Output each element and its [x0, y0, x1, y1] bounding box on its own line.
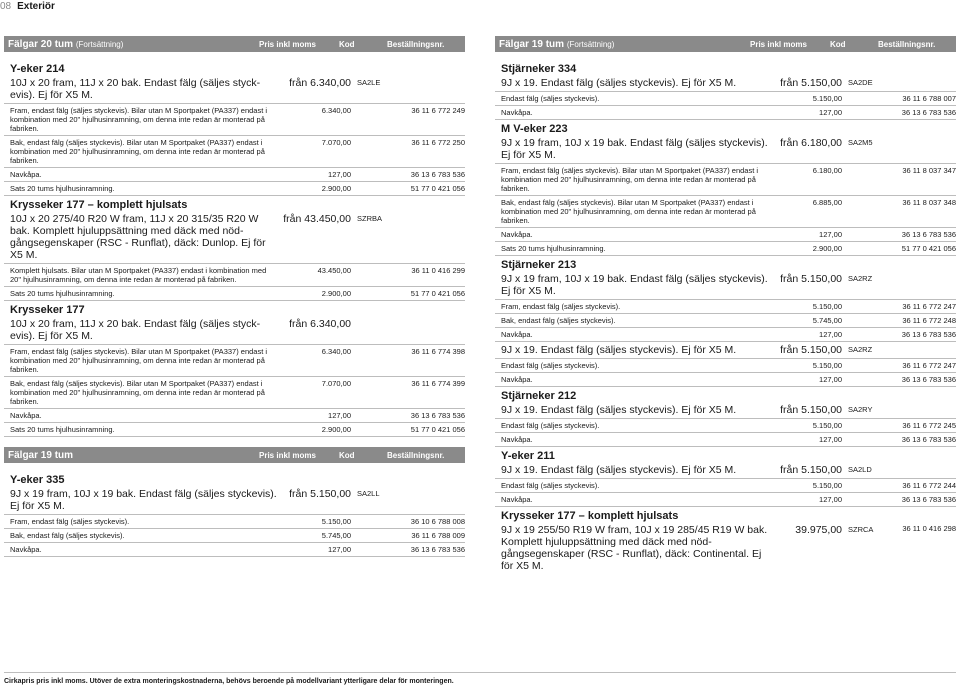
- row-order-number: 36 11 6 774 399: [411, 379, 465, 388]
- row-order-number: 36 11 8 037 348: [902, 198, 956, 207]
- row-price: 2.900,00: [321, 425, 351, 434]
- row-price: 7.070,00: [321, 379, 351, 388]
- table-row: [495, 493, 956, 507]
- table-row: [4, 529, 465, 543]
- section-header-band: [495, 36, 956, 52]
- row-code: SA2RZ: [848, 345, 873, 354]
- wheel-model-title: Y-eker 214: [10, 63, 65, 75]
- row-description: Navkåpa.: [501, 375, 533, 384]
- row-code: SA2LD: [848, 465, 872, 474]
- row-order-number: 36 11 6 772 249: [411, 106, 465, 115]
- row-order-number: 51 77 0 421 056: [901, 244, 956, 253]
- row-description: Endast fälg (säljes styckevis).: [501, 481, 600, 490]
- row-price: från 5.150,00: [780, 77, 842, 89]
- row-description: 9J x 19. Endast fälg (säljes styckevis). Ej för X5 M.: [501, 404, 737, 416]
- row-order-number: 36 11 6 788 009: [411, 531, 465, 540]
- row-price: 5.745,00: [812, 316, 842, 325]
- row-price: 2.900,00: [812, 244, 842, 253]
- row-price: från 43.450,00: [283, 213, 351, 225]
- row-price: från 6.340,00: [289, 77, 351, 89]
- row-price: 6.180,00: [812, 166, 842, 175]
- row-order-number: 36 11 6 772 247: [902, 302, 956, 311]
- table-row: [495, 164, 956, 196]
- row-price: 7.070,00: [321, 138, 351, 147]
- row-price: 5.150,00: [321, 517, 351, 526]
- row-description: Navkåpa.: [10, 545, 42, 554]
- page-title: Exteriör: [17, 1, 55, 12]
- row-price: från 5.150,00: [780, 464, 842, 476]
- row-code: SA2DE: [848, 78, 873, 87]
- row-description: 9J x 19 fram, 10J x 19 bak. Endast fälg (säljes styckevis). Ej för X5 M.: [501, 273, 768, 297]
- row-order-number: 36 13 6 783 536: [901, 230, 956, 239]
- code-column-header: Kod: [830, 39, 846, 49]
- row-price: 6.885,00: [812, 198, 842, 207]
- row-description: Navkåpa.: [501, 330, 533, 339]
- row-description: Komplett hjulsats. Bilar utan M Sportpaket (PA337) endast i kombination med 20" hjulhusinramning, om denna inte redan är monterad på fabriken.: [10, 266, 267, 284]
- section-header-band: [4, 447, 465, 463]
- row-description: Endast fälg (säljes styckevis).: [501, 421, 600, 430]
- wheel-model-title: Stjärneker 213: [501, 259, 577, 271]
- row-code: SA2RY: [848, 405, 873, 414]
- row-description: Navkåpa.: [501, 230, 533, 239]
- wheel-model-title: Krysseker 177 – komplett hjulsats: [501, 510, 679, 522]
- row-price: 127,00: [328, 411, 351, 420]
- row-description: 9J x 19. Endast fälg (säljes styckevis). Ej för X5 M.: [501, 464, 737, 476]
- row-order-number: 36 10 6 788 008: [410, 517, 465, 526]
- row-order-number: 36 11 0 416 298: [902, 524, 956, 533]
- row-description: 9J x 19. Endast fälg (säljes styckevis). Ej för X5 M.: [501, 344, 737, 356]
- wheel-model-title: Stjärneker 334: [501, 63, 577, 75]
- row-price: från 6.180,00: [780, 137, 842, 149]
- row-description: Bak, endast fälg (säljes styckevis). Bilar utan M Sportpaket (PA337) endast i kombination med 20" hjulhusinramning, om denna inte redan är monterad på fabriken.: [10, 379, 265, 406]
- row-price: från 6.340,00: [289, 318, 351, 330]
- table-row: [4, 264, 465, 287]
- wheel-model-title: Y-eker 211: [501, 450, 555, 462]
- row-code: SZRCA: [848, 525, 874, 534]
- row-order-number: 36 11 6 772 244: [902, 481, 956, 490]
- price-column-header: Pris inkl moms: [259, 39, 316, 49]
- row-price: 127,00: [819, 495, 842, 504]
- row-order-number: 36 13 6 783 536: [410, 411, 465, 420]
- price-column-header: Pris inkl moms: [259, 450, 316, 460]
- row-description: Navkåpa.: [10, 411, 42, 420]
- table-row: [4, 515, 465, 529]
- row-price: 5.150,00: [812, 302, 842, 311]
- table-row: [495, 300, 956, 314]
- section-title: [8, 39, 259, 50]
- row-description: Navkåpa.: [501, 435, 533, 444]
- row-description: 9J x 19 fram, 10J x 19 bak. Endast fälg (säljes styckevis). Ej för X5 M.: [10, 488, 277, 512]
- row-price: 127,00: [819, 435, 842, 444]
- row-order-number: 36 11 8 037 347: [902, 166, 956, 175]
- table-row: [495, 106, 956, 120]
- table-row: [4, 287, 465, 301]
- order-column-header: Beställningsnr.: [878, 39, 936, 49]
- section-title-text: Fälgar 19 tum: [499, 38, 565, 50]
- table-row: [495, 433, 956, 447]
- table-row: [495, 271, 956, 300]
- code-column-header: Kod: [339, 450, 355, 460]
- row-price: 2.900,00: [321, 289, 351, 298]
- row-description: Fram, endast fälg (säljes styckevis).: [501, 302, 621, 311]
- table-row: [495, 479, 956, 493]
- section-gap: [4, 437, 465, 447]
- order-column-header: Beställningsnr.: [387, 450, 445, 460]
- row-order-number: 51 77 0 421 056: [410, 425, 465, 434]
- price-column-header: Pris inkl moms: [750, 39, 807, 49]
- row-price: 127,00: [328, 545, 351, 554]
- table-row: [4, 423, 465, 437]
- table-row: [4, 316, 465, 345]
- row-description: Fram, endast fälg (säljes styckevis). Bilar utan M Sportpaket (PA337) endast i kombination med 20" hjulhusinramning, om denna inte redan är monterad på fabriken.: [501, 166, 759, 193]
- row-price: 5.150,00: [812, 361, 842, 370]
- row-price: från 5.150,00: [780, 273, 842, 285]
- code-column-header: Kod: [339, 39, 355, 49]
- table-row: [495, 314, 956, 328]
- table-row: [495, 373, 956, 387]
- row-code: SZRBA: [357, 214, 383, 223]
- row-description: 9J x 19 fram, 10J x 19 bak. Endast fälg (säljes styckevis). Ej för X5 M.: [501, 137, 768, 161]
- wheel-model-title: Krysseker 177: [10, 304, 85, 316]
- table-row: [4, 409, 465, 423]
- table-row: [495, 328, 956, 342]
- row-description: Fram, endast fälg (säljes styckevis). Bilar utan M Sportpaket (PA337) endast i kombination med 20" hjulhusinramning, om denna inte redan är monterad på fabriken.: [10, 106, 268, 133]
- section-subtitle: (Fortsättning): [75, 39, 124, 49]
- row-description: 9J x 19 255/50 R19 W fram, 10J x 19 285/45 R19 W bak. Komplett hjuluppsättning med däck med nödgångsegenskaper (RSC - Runflat), däck: Continental. Ej för X5 M.: [501, 524, 768, 572]
- row-code: SA2LL: [357, 489, 380, 498]
- wheel-model-title: M V-eker 223: [501, 123, 568, 135]
- table-row: [495, 196, 956, 228]
- row-price: 6.340,00: [321, 347, 351, 356]
- row-price: 43.450,00: [317, 266, 351, 275]
- row-price: 127,00: [819, 330, 842, 339]
- page-number: 08: [0, 1, 12, 12]
- row-price: 5.745,00: [321, 531, 351, 540]
- row-description: Fram, endast fälg (säljes styckevis). Bilar utan M Sportpaket (PA337) endast i kombination med 20" hjulhusinramning, om denna inte redan är monterad på fabriken.: [10, 347, 268, 374]
- row-order-number: 36 13 6 783 536: [901, 435, 956, 444]
- order-column-header: Beställningsnr.: [387, 39, 445, 49]
- row-description: Navkåpa.: [501, 108, 533, 117]
- row-description: Navkåpa.: [501, 495, 533, 504]
- row-description: Endast fälg (säljes styckevis).: [501, 361, 600, 370]
- wheel-model-title: Krysseker 177 – komplett hjulsats: [10, 199, 188, 211]
- table-row: [495, 92, 956, 106]
- row-description: Bak, endast fälg (säljes styckevis).: [10, 531, 125, 540]
- row-order-number: 36 11 6 772 245: [902, 421, 956, 430]
- section-header-band: [4, 36, 465, 52]
- row-description: Bak, endast fälg (säljes styckevis). Bilar utan M Sportpaket (PA337) endast i kombination med 20" hjulhusinramning, om denna inte redan är monterad på fabriken.: [10, 138, 265, 165]
- table-row: [4, 168, 465, 182]
- row-price: 5.150,00: [812, 94, 842, 103]
- table-row: [495, 402, 956, 419]
- table-row: [4, 182, 465, 196]
- table-row: [495, 462, 956, 479]
- row-order-number: 36 13 6 783 536: [901, 108, 956, 117]
- wheel-model-title: Y-eker 335: [10, 474, 65, 486]
- row-description: Sats 20 tums hjulhusinramning.: [10, 425, 115, 434]
- table-row: [495, 135, 956, 164]
- row-description: Endast fälg (säljes styckevis).: [501, 94, 600, 103]
- row-price: 6.340,00: [321, 106, 351, 115]
- footer-divider: [4, 672, 956, 673]
- table-row: [4, 104, 465, 136]
- row-price: från 5.150,00: [289, 488, 351, 500]
- table-row: [495, 522, 956, 574]
- row-price: 39.975,00: [795, 524, 842, 536]
- row-order-number: 36 11 6 772 250: [411, 138, 465, 147]
- row-description: Sats 20 tums hjulhusinramning.: [501, 244, 606, 253]
- page-header: [0, 0, 55, 14]
- table-row: [4, 211, 465, 264]
- footer-note: Cirkapris pris inkl moms. Utöver de extra monteringskostnaderna, behövs beroende på modellvariant ytterligare delar för monteringen.: [4, 678, 454, 685]
- row-price: 2.900,00: [321, 184, 351, 193]
- section-title: [499, 39, 750, 50]
- row-description: Bak, endast fälg (säljes styckevis). Bilar utan M Sportpaket (PA337) endast i kombination med 20" hjulhusinramning, om denna inte redan är monterad på fabriken.: [501, 198, 756, 225]
- row-order-number: 36 11 0 416 299: [411, 266, 465, 275]
- row-price: 5.150,00: [812, 481, 842, 490]
- row-description: Sats 20 tums hjulhusinramning.: [10, 184, 115, 193]
- row-code: SA2RZ: [848, 274, 873, 283]
- row-description: 10J x 20 275/40 R20 W fram, 11J x 20 315/35 R20 W bak. Komplett hjuluppsättning med däck med nödgångsegenskaper (RSC - Runflat), däck: Dunlop. Ej för X5 M.: [10, 213, 266, 261]
- row-price: 127,00: [819, 108, 842, 117]
- right-column: [495, 36, 956, 574]
- table-row: [4, 136, 465, 168]
- row-description: Navkåpa.: [10, 170, 42, 179]
- table-row: [4, 377, 465, 409]
- row-order-number: 36 13 6 783 536: [410, 170, 465, 179]
- table-row: [4, 486, 465, 515]
- table-row: [495, 75, 956, 92]
- row-order-number: 36 11 6 772 248: [902, 316, 956, 325]
- table-row: [495, 342, 956, 359]
- section-subtitle: (Fortsättning): [566, 39, 615, 49]
- row-order-number: 51 77 0 421 056: [410, 289, 465, 298]
- row-order-number: 36 11 6 774 398: [411, 347, 465, 356]
- row-code: SA2M5: [848, 138, 873, 147]
- row-description: 10J x 20 fram, 11J x 20 bak. Endast fälg (säljes styckevis). Ej för X5 M.: [10, 318, 261, 342]
- table-row: [495, 359, 956, 373]
- section-title-text: Fälgar 19 tum: [8, 449, 74, 461]
- row-description: Bak, endast fälg (säljes styckevis).: [501, 316, 616, 325]
- row-description: 10J x 20 fram, 11J x 20 bak. Endast fälg (säljes styckevis). Ej för X5 M.: [10, 77, 261, 101]
- row-code: SA2LE: [357, 78, 381, 87]
- left-column: [4, 36, 465, 557]
- row-price: 127,00: [328, 170, 351, 179]
- row-price: 127,00: [819, 375, 842, 384]
- row-order-number: 36 11 6 788 007: [902, 94, 956, 103]
- table-row: [4, 543, 465, 557]
- row-order-number: 36 13 6 783 536: [901, 330, 956, 339]
- row-price: 5.150,00: [812, 421, 842, 430]
- section-title-text: Fälgar 20 tum: [8, 38, 74, 50]
- table-row: [495, 228, 956, 242]
- row-order-number: 36 13 6 783 536: [410, 545, 465, 554]
- row-description: 9J x 19. Endast fälg (säljes styckevis). Ej för X5 M.: [501, 77, 737, 89]
- table-row: [495, 419, 956, 433]
- row-order-number: 36 13 6 783 536: [901, 375, 956, 384]
- table-row: [495, 242, 956, 256]
- section-title: [8, 450, 259, 461]
- row-order-number: 36 13 6 783 536: [901, 495, 956, 504]
- row-order-number: 36 11 6 772 247: [902, 361, 956, 370]
- row-order-number: 51 77 0 421 056: [410, 184, 465, 193]
- row-description: Fram, endast fälg (säljes styckevis).: [10, 517, 130, 526]
- wheel-model-title: Stjärneker 212: [501, 390, 577, 402]
- row-description: Sats 20 tums hjulhusinramning.: [10, 289, 115, 298]
- table-row: [4, 345, 465, 377]
- table-row: [4, 75, 465, 104]
- row-price: från 5.150,00: [780, 344, 842, 356]
- row-price: från 5.150,00: [780, 404, 842, 416]
- row-price: 127,00: [819, 230, 842, 239]
